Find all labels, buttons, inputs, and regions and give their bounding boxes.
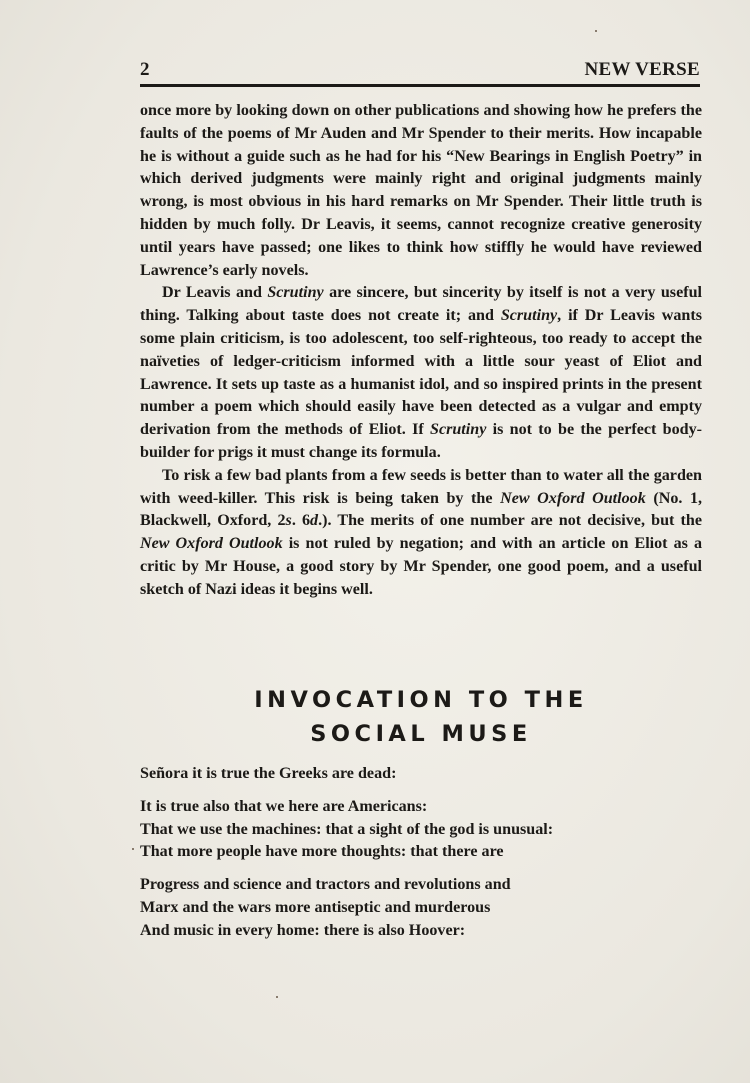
poem-line: It is true also that we here are Americans:: [140, 797, 428, 815]
italic-title: New Oxford Outlook: [140, 535, 283, 553]
text-run: (No. 1, Blackwell, Oxford, 2: [140, 489, 703, 530]
paper-speck: [276, 996, 278, 998]
poem-line: That more people have more thoughts: that there are: [140, 843, 504, 861]
poem-line: Señora it is true the Greeks are dead:: [140, 765, 397, 782]
paper-speck: [132, 848, 134, 850]
running-header: [140, 58, 700, 87]
text-run: , if Dr Leavis wants some plain criticism, is too adolescent, too self-righteous, too ready to accept the naïveties of ledger-criticism informed with a little sour yeast of Eliot and Lawrence. It sets up taste as a humanist idol, and so inspired prints in the present number a poem which should easily have been detected as a vulgar and empty derivation from the methods of Eliot. If: [140, 307, 702, 439]
poem-line: And music in every home: there is also Hoover:: [140, 921, 466, 939]
poem-line: Marx and the wars more antiseptic and murderous: [140, 898, 491, 916]
text-run: To risk a few bad plants from a few seeds is better than to water all the garden with weed-killer. This risk is being taken by the: [140, 466, 702, 507]
text-run: is not ruled by negation; and with an article on Eliot as a critic by Mr House, a good story by Mr Spender, one good poem, and a useful sketch of Nazi ideas it begins well.: [140, 535, 703, 598]
stanza-1: [140, 763, 702, 786]
running-title: NEW VERSE: [584, 59, 700, 80]
poem-title: [140, 683, 702, 751]
stanza-2: [140, 796, 702, 864]
italic-title: Scrutiny: [500, 307, 558, 325]
paragraph-3: [140, 465, 702, 602]
italic-title: Scrutiny: [267, 284, 324, 302]
poem-body: [140, 763, 702, 953]
text-run: Dr Leavis and: [162, 284, 268, 302]
paragraph-1: once more by looking down on other publications and showing how he prefers the faults of the poems of Mr Auden and Mr Spender to their merits. How incapable he is without a guide such as he had for his “New Bearings in English Poetry” in which derived judgments were mainly right and original judgments mainly wrong, is most obvious in his hard remarks on Mr Spender. Their little truth is hidden by much folly. Dr Leavis, it seems, cannot recognize creative generosity until years have passed; one likes to think how stiffly he would have reviewed Lawrence’s early novels.: [140, 102, 702, 279]
paper-speck: [595, 30, 597, 32]
italic-title: Scrutiny: [430, 421, 487, 439]
poem-title-line-1: INVOCATION TO THE: [254, 687, 588, 713]
italic-title: New Oxford Outlook: [500, 489, 646, 507]
text-run: is not to be the perfect body-builder for prigs it must change its formula.: [140, 421, 702, 461]
text-run: . 6: [291, 512, 311, 530]
poem-line: That we use the machines: that a sight of the god is unusual:: [140, 820, 554, 838]
page-number: 2: [140, 59, 150, 80]
article-body: [140, 100, 702, 602]
text-run: are sincere, but sincerity by itself is not a very useful thing. Talking about taste does not create it; and: [140, 284, 702, 325]
text-run: .). The merits of one number are not decisive, but the: [318, 512, 702, 530]
italic-abbrev: d: [310, 512, 319, 530]
poem-title-line-2: SOCIAL MUSE: [310, 721, 532, 747]
stanza-3: [140, 874, 702, 942]
poem-line: Progress and science and tractors and revolutions and: [140, 876, 511, 894]
italic-abbrev: s: [285, 512, 292, 530]
paragraph-2: [140, 282, 702, 464]
